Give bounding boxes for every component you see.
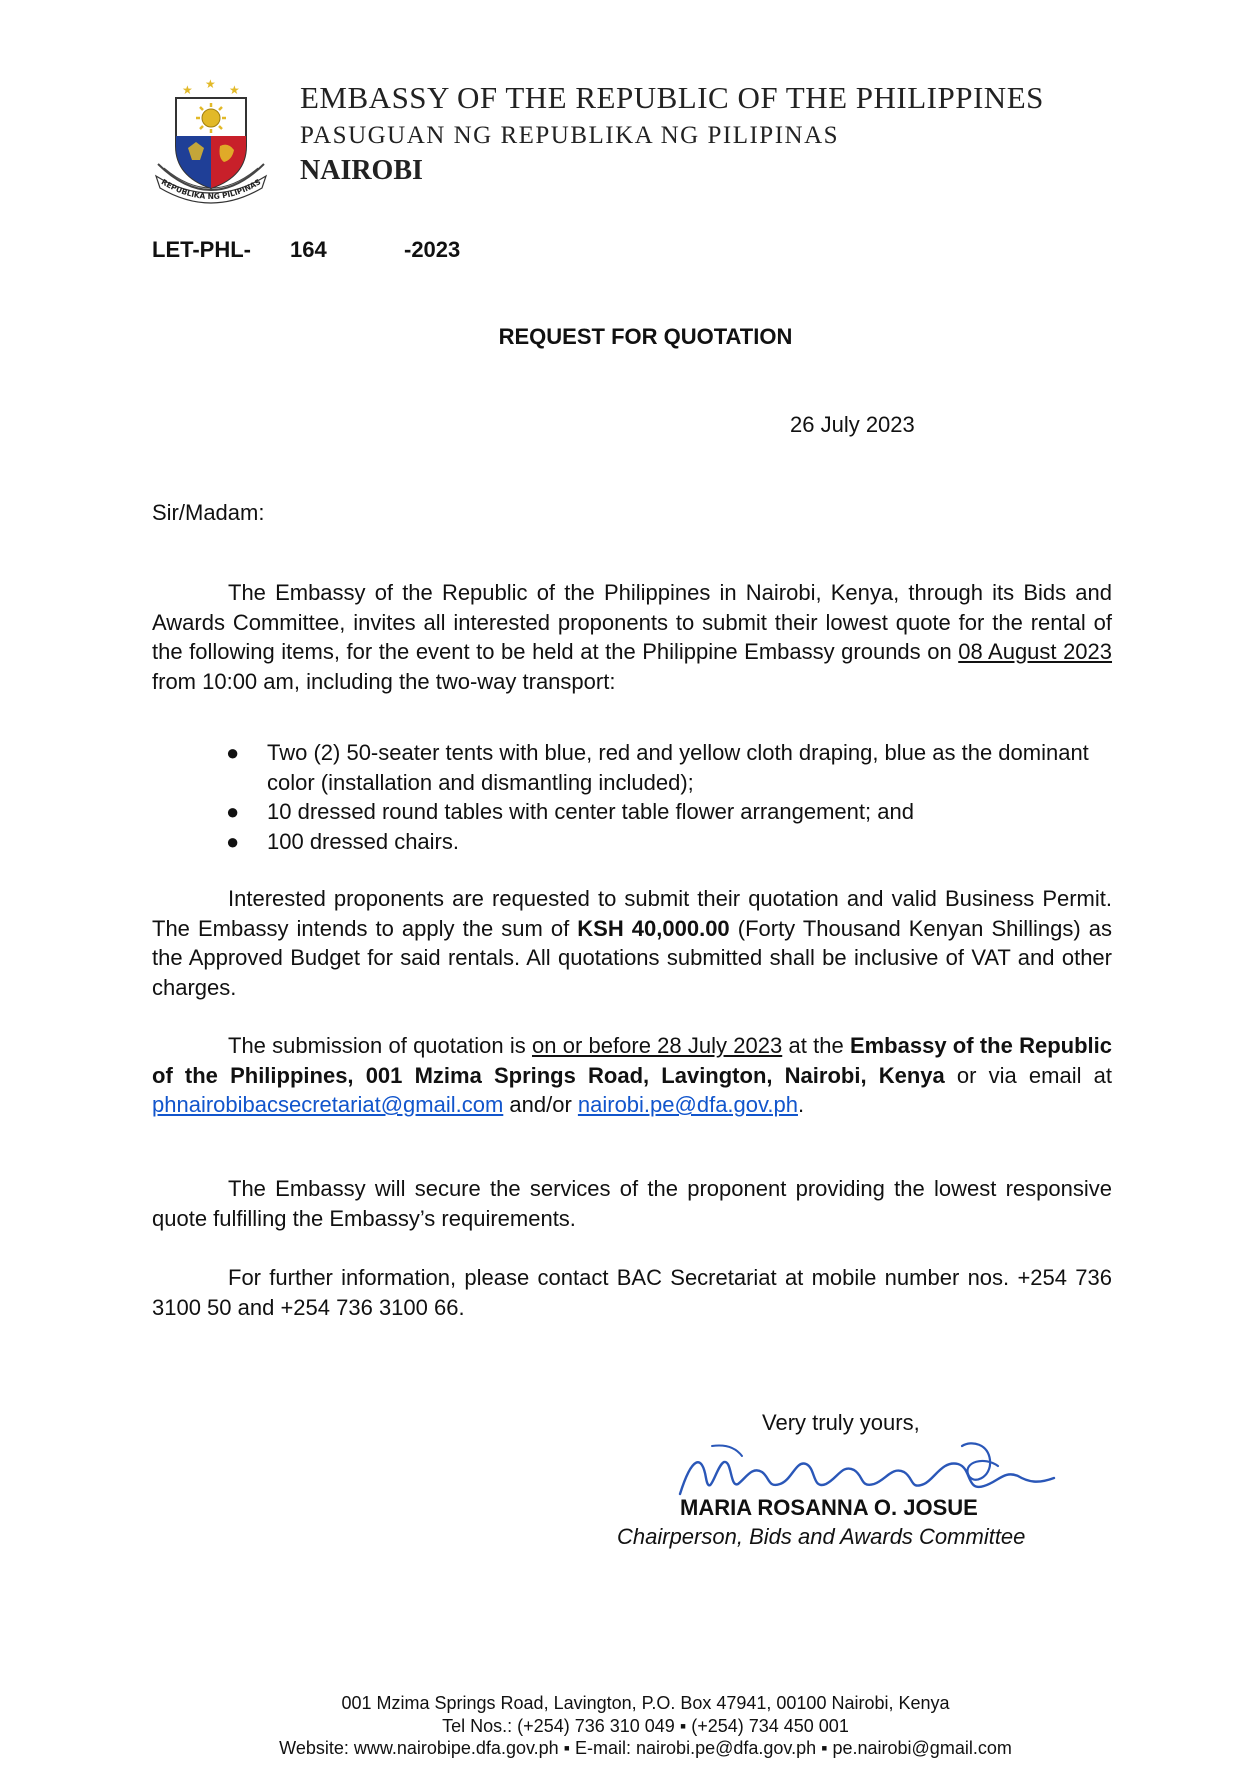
letterhead-filipino-name: PASUGUAN NG REPUBLIKA NG PILIPINAS — [300, 122, 840, 149]
letterhead-city: NAIROBI — [300, 155, 423, 186]
paragraph-invitation-text-end: from 10:00 am, including the two-way transport: — [152, 668, 616, 694]
bullet-icon: ● — [226, 828, 240, 854]
reference-number — [152, 237, 460, 263]
paragraph-submission-text-andor: and/or — [503, 1092, 578, 1117]
paragraph-submission-text-end: . — [797, 1092, 805, 1117]
svg-text:★: ★ — [205, 77, 216, 91]
bullet-icon: ● — [226, 740, 240, 765]
salutation: Sir/Madam: — [152, 500, 265, 525]
footer-address: 001 Mzima Springs Road, Lavington, P.O. Box 47941, 00100 Nairobi, Kenya — [341, 1693, 950, 1713]
footer-telephone: Tel Nos.: (+254) 736 310 049 ▪ (+254) 734 450 001 — [442, 1715, 849, 1736]
letter-date: 26 July 2023 — [790, 412, 915, 437]
svg-text:★: ★ — [229, 83, 240, 97]
email-link-bac-secretariat[interactable]: phnairobibacsecretariat@gmail.com — [152, 1092, 504, 1117]
svg-text:★: ★ — [182, 83, 193, 97]
bullet-icon: ● — [226, 799, 240, 824]
embassy-address: Embassy of the Republic of the Philippines, 001 Mzima Springs Road, Lavington, Nairobi, Kenya — [152, 1033, 1112, 1088]
paragraph-invitation-text: The Embassy of the Republic of the Philippines in Nairobi, Kenya, through its Bids and Awards Committee, invites all interested proponents to submit their lowest quote for the rental of the following items, for the event to be held at the Philippine Embassy grounds on — [152, 580, 1112, 664]
signer-title: Chairperson, Bids and Awards Committee — [617, 1524, 1026, 1549]
paragraph-budget-text-end: (Forty Thousand Kenyan Shillings) as the Approved Budget for said rentals. All quotations submitted shall be inclusive of VAT and other charges. — [152, 915, 1112, 1000]
rental-items-list — [226, 738, 1112, 856]
reference-suffix: -2023 — [404, 237, 461, 262]
reference-prefix: LET-PHL- — [152, 237, 251, 262]
paragraph-budget — [152, 884, 1112, 1002]
footer-contact-info — [0, 1692, 1257, 1760]
event-date: 08 August 2023 — [958, 639, 1113, 664]
letterhead-embassy-name: EMBASSY OF THE REPUBLIC OF THE PHILIPPINES — [300, 80, 1044, 115]
paragraph-invitation — [152, 578, 1112, 696]
paragraph-contact: For further information, please contact BAC Secretariat at mobile number nos. +254 736 3100 50 and +254 736 3100 66. — [152, 1265, 1112, 1320]
philippine-coat-of-arms-seal — [148, 76, 274, 206]
list-item-text: Two (2) 50-seater tents with blue, red and yellow cloth draping, blue as the dominant color (installation and dismantling included); — [267, 740, 1089, 795]
closing-phrase: Very truly yours, — [762, 1410, 920, 1435]
list-item-text: 10 dressed round tables with center table flower arrangement; and — [267, 799, 914, 824]
paragraph-submission-text: The submission of quotation is — [228, 1033, 532, 1058]
email-link-embassy[interactable]: nairobi.pe@dfa.gov.ph — [577, 1092, 798, 1117]
reference-number-value: 164 — [290, 237, 327, 262]
submission-deadline: on or before 28 July 2023 — [532, 1033, 783, 1058]
signer-name: MARIA ROSANNA O. JOSUE — [680, 1495, 978, 1520]
paragraph-submission — [152, 1031, 1112, 1120]
list-item — [226, 797, 1112, 827]
list-item — [226, 827, 1112, 857]
budget-amount: KSH 40,000.00 — [577, 915, 730, 941]
paragraph-submission-text-mid: at the — [782, 1033, 850, 1058]
document-title: REQUEST FOR QUOTATION — [498, 324, 793, 349]
list-item — [226, 738, 1112, 797]
paragraph-submission-text-via: or via email at — [944, 1062, 1112, 1088]
svg-text:REPUBLIKA NG PILIPINAS: REPUBLIKA NG PILIPINAS — [159, 177, 263, 202]
paragraph-award: The Embassy will secure the services of the proponent providing the lowest responsive quote fulfilling the Embassy’s requirements. — [152, 1176, 1112, 1231]
footer-website-email: Website: www.nairobipe.dfa.gov.ph ▪ E-mail: nairobi.pe@dfa.gov.ph ▪ pe.nairobi@gmail.com — [279, 1738, 1012, 1758]
list-item-text: 100 dressed chairs. — [267, 828, 459, 854]
paragraph-budget-text: Interested proponents are requested to submit their quotation and valid Business Permit. The Embassy intends to apply the sum of — [152, 886, 1112, 941]
